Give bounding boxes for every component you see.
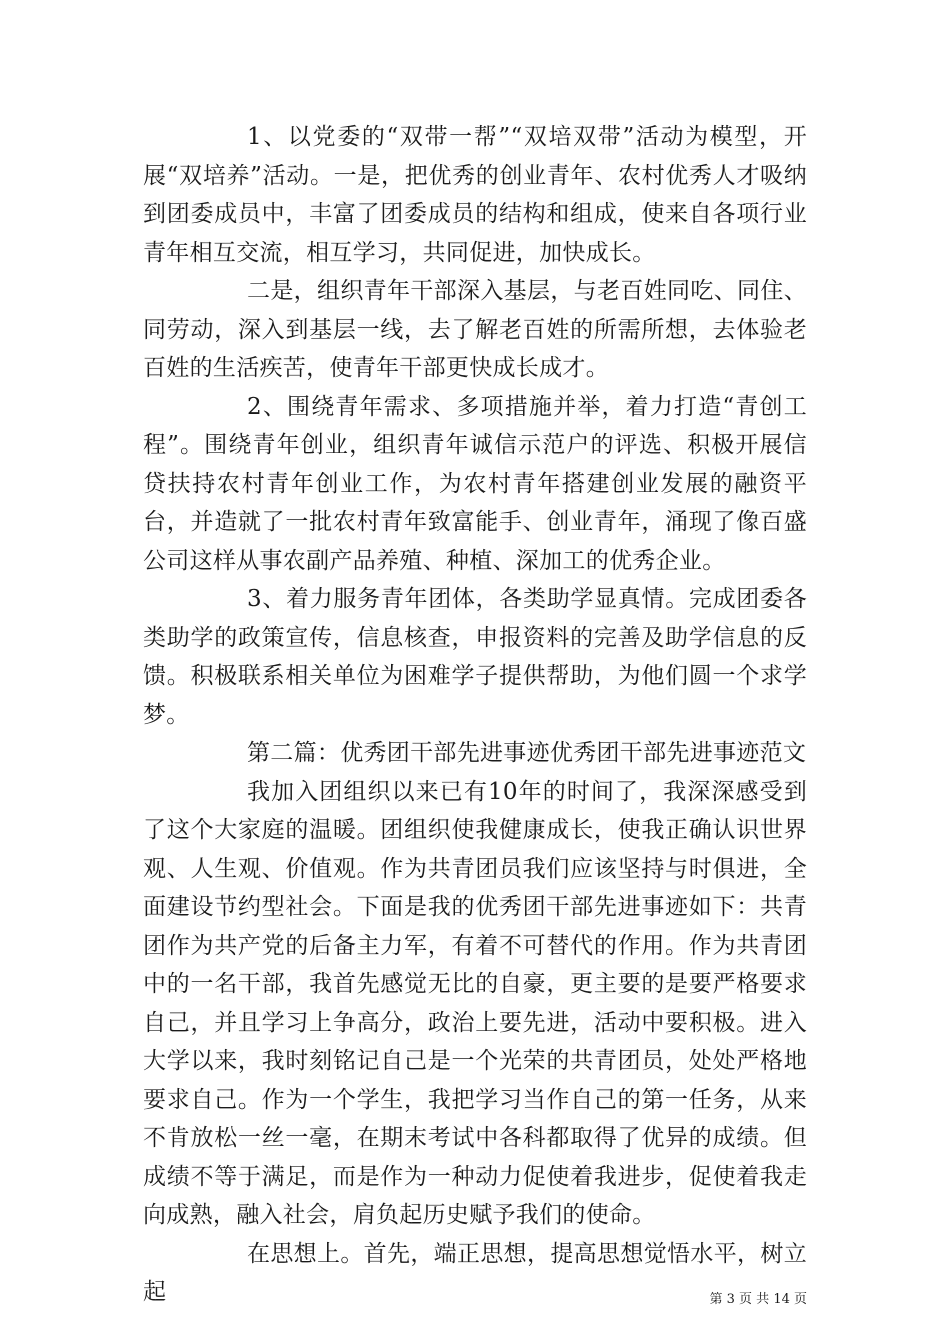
section-title: 第二篇：优秀团干部先进事迹优秀团干部先进事迹范文	[247, 740, 807, 766]
paragraph-4: 3、着力服务青年团体，各类助学显真情。完成团委各类助学的政策宣传，信息核查，申报资料的完善及助学信息的反馈。积极联系相关单位为困难学子提供帮助，为他们圆一个求学梦。	[143, 586, 807, 728]
paragraph-3: 2、围绕青年需求、多项措施并举，着力打造“青创工程”。围绕青年创业，组织青年诚信示范户的评选、积极开展信贷扶持农村青年创业工作，为农村青年搭建创业发展的融资平台，并造就了一批农村青年致富能手、创业青年，涌现了像百盛公司这样从事农副产品养殖、种植、深加工的优秀企业。	[143, 393, 807, 574]
paragraph-6: 在思想上。首先，端正思想，提高思想觉悟水平，树立起	[143, 1240, 807, 1305]
document-body	[143, 118, 807, 1312]
paragraph-1: 1、以党委的“双带一帮”“双培双带”活动为模型，开展“双培养”活动。一是，把优秀的创业青年、农村优秀人才吸纳到团委成员中，丰富了团委成员的结构和组成，使来自各项行业青年相互交流，相互学习，共同促进，加快成长。	[143, 124, 807, 266]
page-number: 第 3 页 共 14 页	[709, 1292, 807, 1307]
paragraph-5: 我加入团组织以来已有10年的时间了，我深深感受到了这个大家庭的温暖。团组织使我健康成长，使我正确认识世界观、人生观、价值观。作为共青团员我们应该坚持与时俱进，全面建设节约型社会。下面是我的优秀团干部先进事迹如下：共青团作为共产党的后备主力军，有着不可替代的作用。作为共青团中的一名干部，我首先感觉无比的自豪，更主要的是要严格要求自己，并且学习上争高分，政治上要先进，活动中要积极。进入大学以来，我时刻铭记自己是一个光荣的共青团员，处处严格地要求自己。作为一个学生，我把学习当作自己的第一任务，从来不肯放松一丝一毫，在期末考试中各科都取得了优异的成绩。但成绩不等于满足，而是作为一种动力促使着我进步，促使着我走向成熟，融入社会，肩负起历史赋予我们的使命。	[143, 778, 807, 1228]
paragraph-2: 二是，组织青年干部深入基层，与老百姓同吃、同住、同劳动，深入到基层一线，去了解老百姓的所需所想，去体验老百姓的生活疾苦，使青年干部更快成长成才。	[143, 278, 807, 381]
